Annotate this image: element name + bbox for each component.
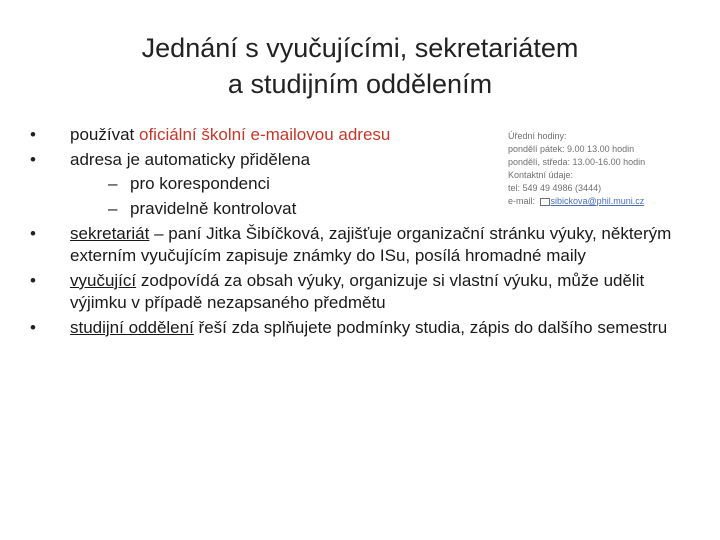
contact-phone: tel: 549 49 4986 (3444): [508, 183, 602, 193]
bullet-text: – paní Jitka Šibíčková, zajišťuje organizační stránku výuky, některým externím vyučujícím zapisuje známky do ISu, posílá hromadné maily: [70, 224, 672, 265]
underlined-term: vyučující: [70, 271, 137, 290]
bullet-item-study-office: [30, 317, 680, 339]
envelope-icon: [540, 198, 550, 206]
contact-email-row: [508, 195, 678, 208]
office-hours-box: [508, 130, 678, 208]
office-hours-label: Úřední hodiny:: [508, 131, 567, 141]
bullet-item-secretariat: [30, 223, 680, 267]
bullet-item-teacher: [30, 270, 680, 314]
slide-title-line-1: Jednání s vyučujícími, sekretariátem: [141, 33, 579, 63]
bullet-text: zodpovídá za obsah výuky, organizuje si vlastní výuku, může udělit výjimku v případě nezapsaného předmětu: [70, 271, 645, 312]
bullet-text: používat: [70, 125, 139, 144]
office-hours-line-2: pondělí, středa: 13.00-16.00 hodin: [508, 157, 646, 167]
slide-title-line-2: a studijním oddělením: [227, 69, 493, 99]
highlighted-text: oficiální školní e-mailovou adresu: [139, 125, 391, 144]
underlined-term: studijní oddělení: [70, 318, 194, 337]
contact-label: Kontaktní údaje:: [508, 170, 574, 180]
contact-email-link[interactable]: sibickova@phil.muni.cz: [550, 196, 645, 206]
slide-title: [0, 30, 720, 102]
sub-bullet-item: – pro korespondenci: [70, 173, 680, 195]
sub-bullet-item: – pravidelně kontrolovat: [70, 198, 680, 220]
office-hours-line-1: pondělí pátek: 9.00 13.00 hodin: [508, 144, 635, 154]
bullet-text: adresa je automaticky přidělena: [70, 150, 311, 169]
underlined-term: sekretariát: [70, 224, 150, 243]
bullet-text: řeší zda splňujete podmínky studia, zápis do dalšího semestru: [193, 318, 668, 337]
contact-email-label: e-mail:: [508, 196, 536, 206]
